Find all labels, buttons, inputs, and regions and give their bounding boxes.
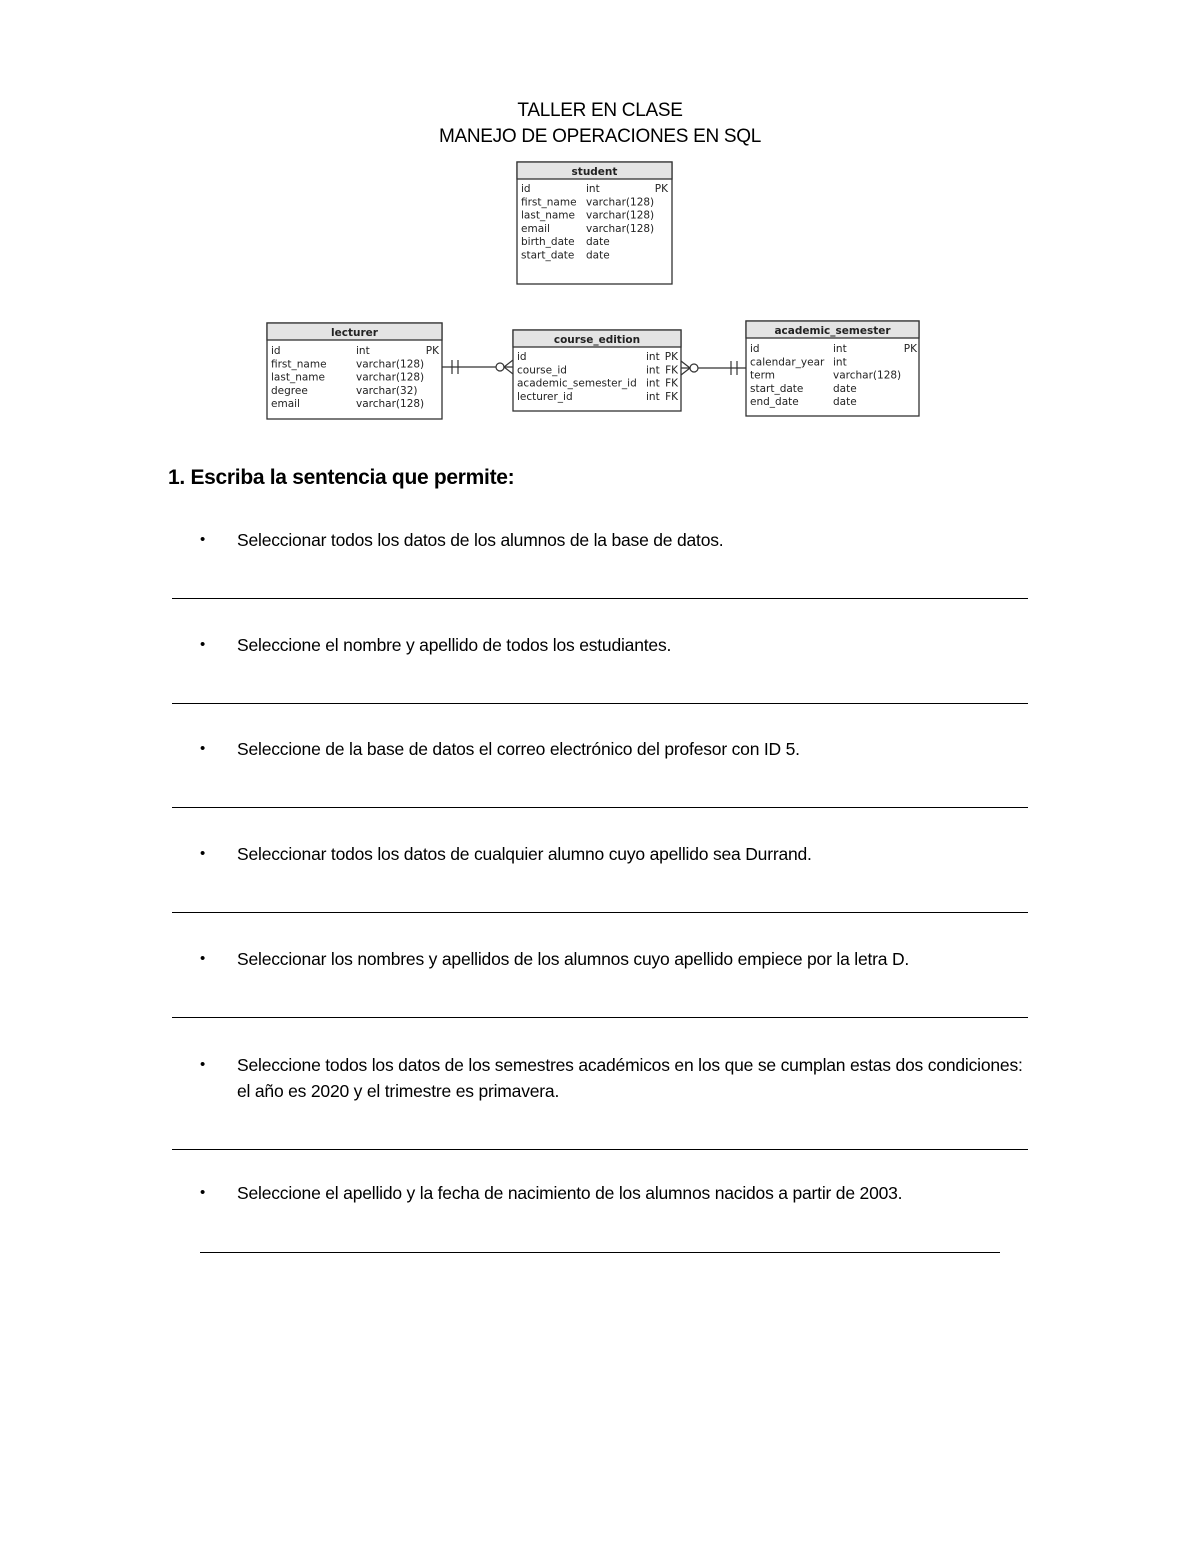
- title-line-2: MANEJO DE OPERACIONES EN SQL: [438, 126, 762, 147]
- column-type: int: [646, 377, 660, 390]
- column-name: email: [271, 398, 300, 411]
- column-name: first_name: [271, 358, 327, 371]
- bullet: •: [200, 845, 206, 862]
- bullet: •: [200, 636, 206, 653]
- column-type: varchar(128): [586, 222, 655, 235]
- column-type: varchar(128): [833, 369, 902, 382]
- column-type: date: [833, 382, 857, 395]
- column-type: varchar(128): [586, 209, 655, 222]
- column-type: date: [586, 249, 610, 262]
- column-key: FK: [665, 390, 678, 403]
- column-key: PK: [664, 351, 678, 363]
- question-text: Seleccionar todos los datos de los alumnos de la base de datos.: [237, 530, 724, 550]
- answer-line[interactable]: [172, 807, 1028, 808]
- column-type: varchar(128): [356, 371, 425, 384]
- column-type: date: [586, 236, 610, 249]
- column-name: id: [521, 183, 531, 195]
- question-text: Seleccionar todos los datos de cualquier alumno cuyo apellido sea Durrand.: [237, 844, 812, 864]
- table-title: student: [571, 166, 618, 178]
- column-type: date: [833, 396, 857, 409]
- question-text: Seleccione de la base de datos el correo electrónico del profesor con ID 5.: [237, 739, 800, 759]
- column-name: calendar_year: [750, 356, 825, 369]
- column-name: end_date: [750, 396, 799, 409]
- column-type: int: [646, 351, 660, 363]
- column-name: email: [521, 222, 550, 235]
- column-name: first_name: [521, 196, 577, 209]
- question-text: Seleccione todos los datos de los semestres académicos en los que se cumplan estas dos condiciones: el año es 2020 y el trimestre es primavera.: [237, 1055, 1023, 1101]
- bullet: •: [200, 531, 206, 548]
- question-text: Seleccione el nombre y apellido de todos los estudiantes.: [237, 635, 672, 655]
- table-lecturer: [267, 323, 442, 419]
- column-name: id: [750, 343, 760, 355]
- column-name: birth_date: [521, 236, 575, 249]
- column-name: academic_semester_id: [517, 377, 637, 390]
- column-name: course_id: [517, 364, 567, 377]
- column-type: varchar(128): [356, 358, 425, 371]
- bullet: •: [200, 1184, 206, 1201]
- column-name: last_name: [521, 209, 575, 222]
- column-key: FK: [665, 377, 678, 390]
- column-type: int: [356, 345, 370, 357]
- column-name: id: [517, 351, 527, 363]
- table-title: course_edition: [553, 334, 641, 346]
- table-title: academic_semester: [774, 325, 891, 337]
- column-type: int: [586, 183, 600, 195]
- column-type: varchar(128): [586, 196, 655, 209]
- answer-line[interactable]: [172, 1017, 1028, 1018]
- bullet: •: [200, 1056, 206, 1073]
- column-type: varchar(32): [356, 384, 418, 397]
- bullet: •: [200, 740, 206, 757]
- column-type: varchar(128): [356, 398, 425, 411]
- column-name: term: [750, 369, 775, 382]
- column-name: lecturer_id: [517, 390, 573, 403]
- question-text: Seleccione el apellido y la fecha de nacimiento de los alumnos nacidos a partir de 2003.: [237, 1183, 903, 1203]
- answer-line[interactable]: [172, 703, 1028, 704]
- column-name: last_name: [271, 371, 325, 384]
- relation-lecturer-course-edition: [442, 360, 513, 374]
- answer-line[interactable]: [172, 598, 1028, 599]
- question-text: Seleccionar los nombres y apellidos de los alumnos cuyo apellido empiece por la letra D.: [237, 949, 910, 969]
- table-academic-semester: [746, 321, 919, 416]
- table-student: [517, 162, 672, 284]
- column-key: FK: [665, 364, 678, 377]
- column-key: PK: [425, 345, 439, 357]
- er-diagram: [0, 0, 1200, 430]
- column-name: start_date: [521, 249, 575, 262]
- answer-line[interactable]: [172, 912, 1028, 913]
- column-type: int: [833, 343, 847, 355]
- relation-course-edition-academic-semester: [681, 361, 746, 375]
- column-key: PK: [654, 183, 668, 195]
- table-title: lecturer: [331, 327, 378, 339]
- answer-line[interactable]: [172, 1149, 1028, 1150]
- column-name: degree: [271, 384, 308, 397]
- column-key: PK: [903, 343, 917, 355]
- column-name: start_date: [750, 382, 804, 395]
- bullet: •: [200, 950, 206, 967]
- answer-line[interactable]: [200, 1252, 1000, 1253]
- column-type: int: [646, 364, 660, 377]
- column-name: id: [271, 345, 281, 357]
- column-type: int: [833, 356, 847, 369]
- table-course-edition: [513, 330, 681, 411]
- column-type: int: [646, 390, 660, 403]
- section-heading: 1. Escriba la sentencia que permite:: [168, 466, 515, 489]
- title-line-1: TALLER EN CLASE: [517, 100, 683, 121]
